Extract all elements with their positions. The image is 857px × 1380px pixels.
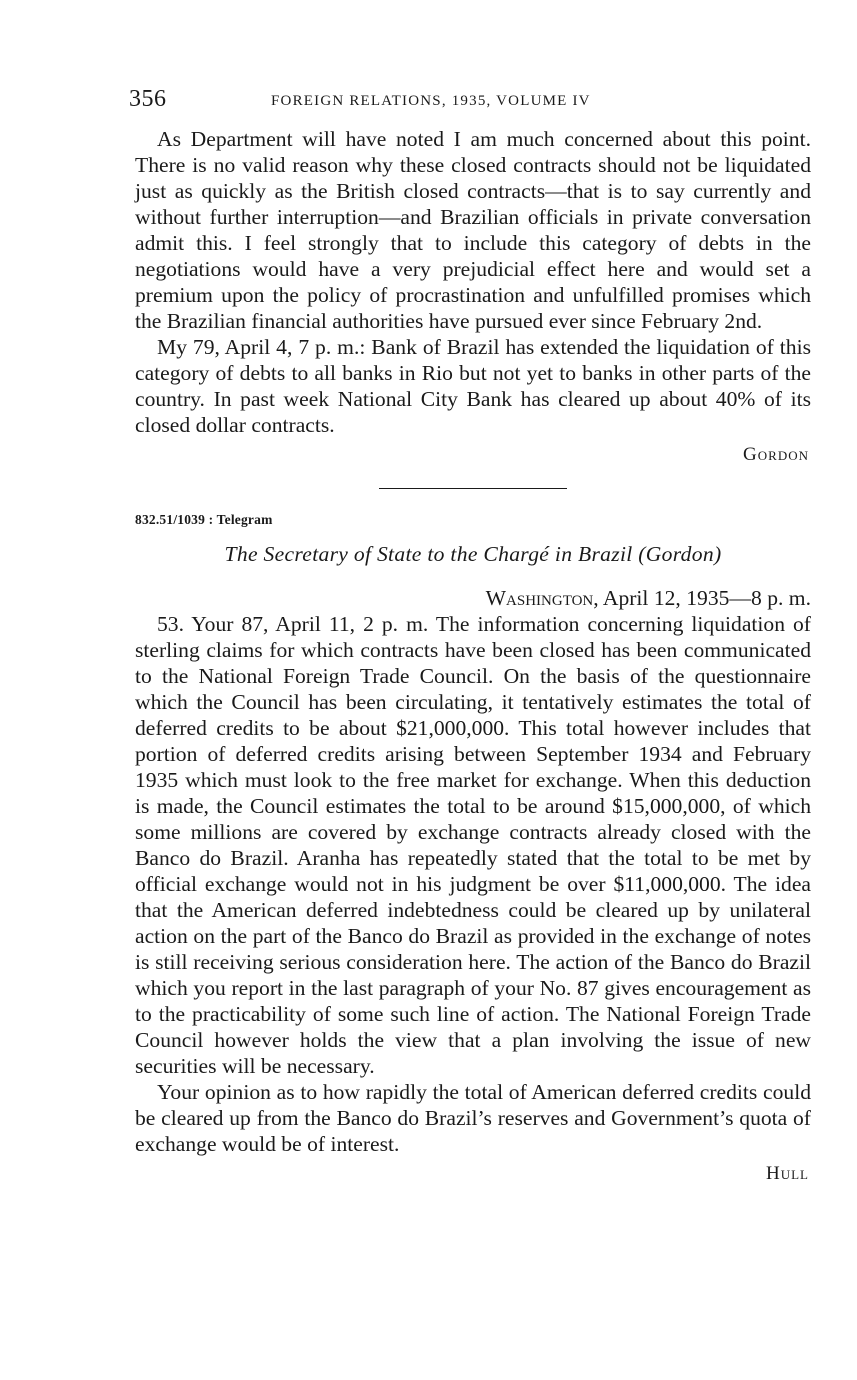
page-number: 356 <box>129 86 167 112</box>
paragraph: As Department will have noted I am much concerned about this point. There is no valid reason why these closed contracts should not be liquidated just as quickly as the British closed contracts—that is to say currently and without further interruption—and Brazilian officials in private conversation admit this. I feel strongly that to include this category of debts in the negotiations would have a very prejudicial effect here and would set a premium upon the policy of procrastination and unfulfilled promises which the Brazilian financial authorities have pursued ever since February 2nd. <box>135 127 811 333</box>
paragraph: My 79, April 4, 7 p. m.: Bank of Brazil has extended the liquidation of this category of debts to all banks in Rio but not yet to banks in other parts of the country. In past week National City Bank has cleared up about 40% of its closed dollar contracts. <box>135 335 811 437</box>
signature: Gordon <box>743 444 809 465</box>
paragraph: Your opinion as to how rapidly the total of American deferred credits could be cleared up from the Banco do Brazil’s reserves and Government’s quota of exchange would be of interest. <box>135 1080 811 1156</box>
document-title: The Secretary of State to the Chargé in Brazil (Gordon) <box>224 542 722 566</box>
document-1 <box>135 126 811 466</box>
file-reference: 832.51/1039 : Telegram <box>135 512 273 527</box>
section-divider <box>379 488 567 489</box>
running-head <box>129 86 811 118</box>
dateline-date: , April 12, 1935—8 p. m. <box>593 586 811 610</box>
paragraph: 53. Your 87, April 11, 2 p. m. The information concerning liquidation of sterling claims for which contracts have been closed has been communicated to the National Foreign Trade Council. On the basis of the questionnaire which the Council has been circulating, it tentatively estimates the total of deferred credits to be about $21,000,000. This total however includes that portion of deferred credits arising between September 1934 and February 1935 which must look to the free market for exchange. When this deduction is made, the Council estimates the total to be around $15,000,000, of which some millions are covered by exchange contracts already closed with the Banco do Brazil. Aranha has repeatedly stated that the total to be met by official exchange would not in his judgment be over $11,000,000. The idea that the American deferred indebtedness could be cleared up by unilateral action on the part of the Banco do Brazil as provided in the exchange of notes is still receiving serious consideration here. The action of the Banco do Brazil which you report in the last paragraph of your No. 87 gives encouragement as to the practicability of some such line of action. The National Foreign Trade Council however holds the view that a plan involving the issue of new securities will be necessary. <box>135 612 811 1078</box>
document-page <box>129 86 811 1185</box>
signature: Hull <box>766 1163 809 1184</box>
document-2 <box>135 512 811 1185</box>
dateline-place: Washington <box>485 586 594 610</box>
running-title: FOREIGN RELATIONS, 1935, VOLUME IV <box>271 93 591 109</box>
dateline <box>135 585 811 611</box>
